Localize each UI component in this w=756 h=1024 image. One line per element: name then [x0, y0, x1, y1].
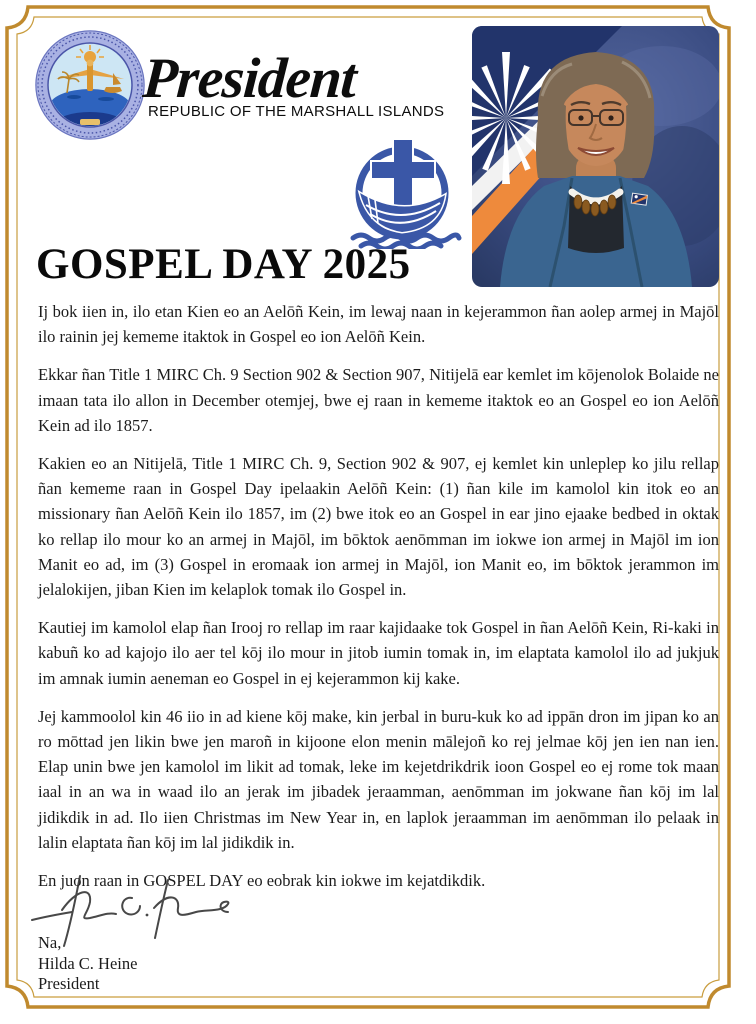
signatory-title: President [38, 974, 100, 993]
office-title: President [140, 47, 358, 110]
gospel-day-logo-icon [341, 136, 467, 249]
letter-paragraph: Jej kammoolol kin 46 iio in ad kiene kōj make, kin jerbal in buru-kuk ko ad ippān dron im jipan ko an ro mōttad jen likin bwe jen maroñ in kijoone elon menin mālejoñ ko rej jelmae kōj jen ien nan ien. Elap unin bwe jen kamolol im likit ad tomak, leke im kejetdrikdrik ioon Gospel eo ej rome tok maan iaal in an wa in waad ilo an jerak im jibadek jeraamman, aenōmman im jokwane ñan kōj im lal jidikdik in ad. Ilo iien Christmas im New Year in, en laplok jeraamman im aenōmman ilo pelaak in lalin elaptata ñan kōj im lal jidikdik in. [38, 706, 719, 852]
president-photo [472, 26, 719, 287]
signature-salutation: Na, [38, 933, 62, 952]
office-subtitle: REPUBLIC OF THE MARSHALL ISLANDS [148, 103, 445, 120]
letter-paragraph: Kakien eo an Nitijelā, Title 1 MIRC Ch. 9, Section 902 & 907, ej kemlet kin unleplep ko jilu rellap ñan kememe raan in Gospel Day ipelaakin Aelōñ Kein: (1) ñan kile im kamolol kin itok eo an missionary ñan Aelōñ Kein ilo 1857, im (2) bwe itok eo an Gospel in ear jino ejaake bedbed in oktak ko rellap ilo mour ko an armej in Majōl, im bōktok aenōmman im iokwe ion armej in Majōl im ion Manit eo ad, im (3) Gospel in eromaak ion armej in Majōl, ion Manit eo, im bōktok jerammon im jelalokijen, jiban Kien im kelaplok tomak ilo Gospel in. [38, 454, 719, 600]
marshall-islands-seal-icon [34, 27, 146, 143]
letter-closing-line: En juon raan in GOSPEL DAY eo eobrak kin iokwe im kejatdikdik. [38, 871, 486, 891]
letter-paragraph: Kautiej im kamolol elap ñan Irooj ro rellap im raar kajidaake tok Gospel in ñan Aelōñ Kein, Ri-kaki in kabuñ ko ad kajojo ilo aer tel kōj ilo mour in jitob iumin tomak in, im elaptata kamolol ilo ad jukjuk im amnak iumin aeneman eo Gospel in ej kejerammon kij kake. [38, 618, 719, 688]
letter-body [38, 299, 719, 893]
letter-paragraph: Ij bok iien in, ilo etan Kien eo an Aelōñ Kein, im lewaj naan in kejerammon ñan aolep armej in Majōl ilo rainin jej kememe itaktok in Gospel eo ion Aelōñ Kein. [38, 302, 719, 347]
signature-block [38, 933, 137, 995]
signatory-name: Hilda C. Heine [38, 953, 138, 973]
page-title: GOSPEL DAY 2025 [36, 241, 411, 288]
letter-paragraph: Ekkar ñan Title 1 MIRC Ch. 9 Section 902 & Section 907, Nitijelā ear kemlet im kōjenolok Bolaide ne imaan tata ilo allon in December otemjej, bwe ej raan in kememe itaktok eo an Gospel eo ion Aelōñ Kein ad ilo 1857. [38, 365, 719, 435]
